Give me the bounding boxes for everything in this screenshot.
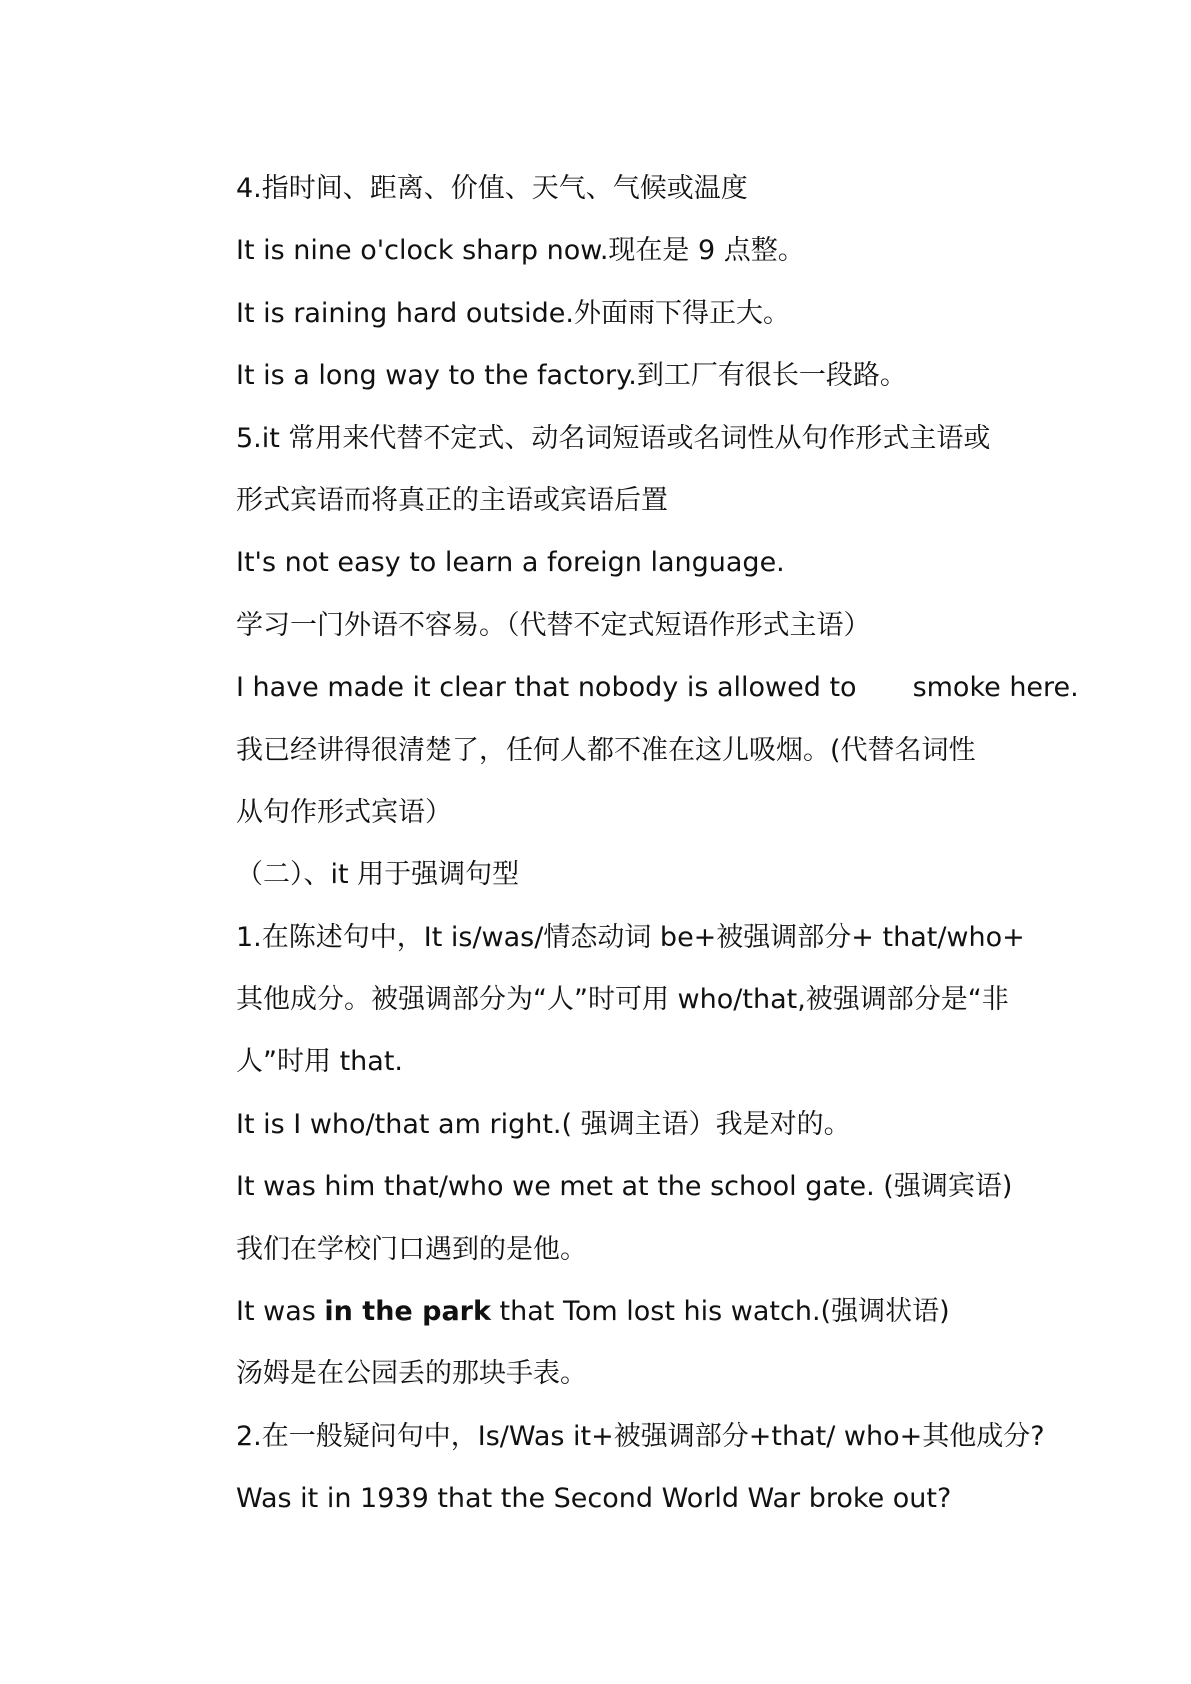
section-heading-formal-subject-cont: 形式宾语而将真正的主语或宾语后置 <box>236 484 668 516</box>
rule-declarative-cont: 其他成分。被强调部分为“人”时可用 who/that,被强调部分是“非 <box>236 984 1009 1016</box>
translation-object: 我们在学校门口遇到的是他。 <box>236 1233 587 1265</box>
section-heading-emphasis: （二）、it 用于强调句型 <box>236 859 520 891</box>
rule-question: 2.在一般疑问句中，Is/Was it+被强调部分+that/ who+其他成分? <box>236 1420 1045 1452</box>
document-body <box>236 168 1079 1541</box>
rule-declarative-cont2: 人”时用 that. <box>236 1046 403 1078</box>
example-sentence-raining: It is raining hard outside.外面雨下得正大。 <box>236 297 791 329</box>
section-heading-formal-subject: 5.it 常用来代替不定式、动名词短语或名词性从句作形式主语或 <box>236 422 991 454</box>
section-heading-time-distance: 4.指时间、距离、价值、天气、气候或温度 <box>236 173 748 204</box>
adverbial-after: that Tom lost his watch.(强调状语) <box>490 1296 950 1328</box>
example-sentence-adverbial <box>236 1291 1036 1353</box>
translation-smoke: 我已经讲得很清楚了，任何人都不准在这儿吸烟。(代替名词性 <box>236 734 976 766</box>
adverbial-before: It was <box>236 1296 325 1328</box>
example-sentence-question: Was it in 1939 that the Second World War broke out? <box>236 1483 952 1515</box>
example-sentence-smoke-part1: I have made it clear that nobody is allowed to <box>236 672 857 704</box>
translation-adverbial: 汤姆是在公园丢的那块手表。 <box>236 1358 587 1390</box>
example-sentence-subject: It is I who/that am right.( 强调主语）我是对的。 <box>236 1108 851 1140</box>
example-sentence-object: It was him that/who we met at the school gate. (强调宾语) <box>236 1171 1013 1203</box>
example-sentence-smoke-part2: smoke here. <box>912 672 1079 704</box>
translation-foreign-language: 学习一门外语不容易。（代替不定式短语作形式主语） <box>236 609 871 641</box>
example-sentence-clock: It is nine o'clock sharp now.现在是 9 点整。 <box>236 235 805 267</box>
translation-smoke-cont: 从句作形式宾语） <box>236 796 452 828</box>
example-sentence-foreign-language: It's not easy to learn a foreign language. <box>236 547 785 579</box>
adverbial-emphasis: in the park <box>324 1296 491 1328</box>
rule-declarative: 1.在陈述句中，It is/was/情态动词 be+被强调部分+ that/who+ <box>236 921 1025 953</box>
example-sentence-factory: It is a long way to the factory.到工厂有很长一段路。 <box>236 360 907 392</box>
example-sentence-smoke <box>236 667 1079 729</box>
